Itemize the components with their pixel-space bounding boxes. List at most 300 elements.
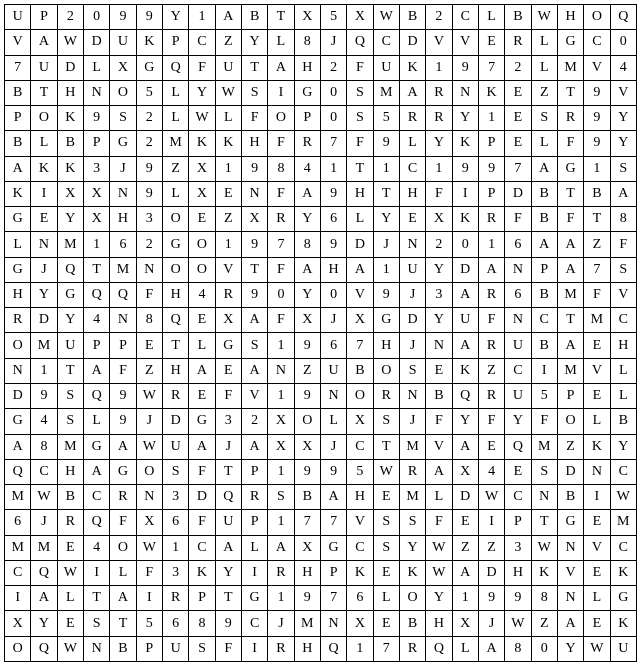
letter-cell[interactable]: Y bbox=[610, 434, 636, 459]
letter-cell[interactable]: I bbox=[83, 560, 109, 585]
letter-cell[interactable]: P bbox=[31, 5, 57, 30]
letter-cell[interactable]: M bbox=[557, 55, 583, 80]
letter-cell[interactable]: K bbox=[189, 560, 215, 585]
letter-cell[interactable]: P bbox=[478, 131, 504, 156]
letter-cell[interactable]: S bbox=[610, 156, 636, 181]
letter-cell[interactable]: V bbox=[584, 358, 610, 383]
letter-cell[interactable]: P bbox=[136, 636, 162, 661]
letter-cell[interactable]: D bbox=[347, 232, 373, 257]
letter-cell[interactable]: 9 bbox=[505, 586, 531, 611]
letter-cell[interactable]: A bbox=[557, 257, 583, 282]
letter-cell[interactable]: 8 bbox=[610, 207, 636, 232]
letter-cell[interactable]: S bbox=[373, 510, 399, 535]
letter-cell[interactable]: Y bbox=[452, 106, 478, 131]
letter-cell[interactable]: A bbox=[557, 611, 583, 636]
letter-cell[interactable]: G bbox=[373, 308, 399, 333]
letter-cell[interactable]: X bbox=[294, 308, 320, 333]
letter-cell[interactable]: 6 bbox=[110, 232, 136, 257]
letter-cell[interactable]: 2 bbox=[426, 232, 452, 257]
letter-cell[interactable]: A bbox=[531, 156, 557, 181]
letter-cell[interactable]: K bbox=[57, 156, 83, 181]
letter-cell[interactable]: A bbox=[215, 5, 241, 30]
letter-cell[interactable]: C bbox=[373, 30, 399, 55]
letter-cell[interactable]: E bbox=[399, 207, 425, 232]
letter-cell[interactable]: W bbox=[373, 459, 399, 484]
letter-cell[interactable]: X bbox=[189, 156, 215, 181]
letter-cell[interactable]: N bbox=[83, 636, 109, 661]
letter-cell[interactable]: F bbox=[189, 55, 215, 80]
letter-cell[interactable]: I bbox=[241, 560, 267, 585]
letter-cell[interactable]: 7 bbox=[373, 636, 399, 661]
letter-cell[interactable]: V bbox=[584, 535, 610, 560]
letter-cell[interactable]: B bbox=[347, 358, 373, 383]
letter-cell[interactable]: S bbox=[373, 535, 399, 560]
letter-cell[interactable]: E bbox=[584, 611, 610, 636]
letter-cell[interactable]: L bbox=[83, 409, 109, 434]
letter-cell[interactable]: V bbox=[347, 510, 373, 535]
letter-cell[interactable]: Q bbox=[83, 282, 109, 307]
letter-cell[interactable]: Y bbox=[399, 535, 425, 560]
letter-cell[interactable]: S bbox=[83, 611, 109, 636]
letter-cell[interactable]: L bbox=[320, 409, 346, 434]
letter-cell[interactable]: C bbox=[452, 5, 478, 30]
letter-cell[interactable]: Y bbox=[294, 282, 320, 307]
letter-cell[interactable]: R bbox=[57, 510, 83, 535]
letter-cell[interactable]: F bbox=[557, 207, 583, 232]
letter-cell[interactable]: V bbox=[426, 434, 452, 459]
letter-cell[interactable]: G bbox=[110, 459, 136, 484]
letter-cell[interactable]: T bbox=[215, 586, 241, 611]
letter-cell[interactable]: K bbox=[452, 207, 478, 232]
letter-cell[interactable]: 2 bbox=[241, 409, 267, 434]
letter-cell[interactable]: H bbox=[294, 636, 320, 661]
letter-cell[interactable]: N bbox=[531, 485, 557, 510]
letter-cell[interactable]: D bbox=[83, 30, 109, 55]
letter-cell[interactable]: K bbox=[5, 181, 31, 206]
letter-cell[interactable]: G bbox=[610, 586, 636, 611]
letter-cell[interactable]: M bbox=[610, 510, 636, 535]
letter-cell[interactable]: Y bbox=[162, 5, 188, 30]
letter-cell[interactable]: G bbox=[557, 30, 583, 55]
letter-cell[interactable]: 1 bbox=[268, 333, 294, 358]
letter-cell[interactable]: F bbox=[268, 181, 294, 206]
letter-cell[interactable]: O bbox=[189, 257, 215, 282]
letter-cell[interactable]: Y bbox=[426, 586, 452, 611]
letter-cell[interactable]: F bbox=[610, 232, 636, 257]
letter-cell[interactable]: R bbox=[5, 308, 31, 333]
letter-cell[interactable]: 2 bbox=[426, 5, 452, 30]
letter-cell[interactable]: 6 bbox=[5, 510, 31, 535]
letter-cell[interactable]: 8 bbox=[268, 156, 294, 181]
letter-cell[interactable]: P bbox=[241, 510, 267, 535]
letter-cell[interactable]: U bbox=[5, 5, 31, 30]
letter-cell[interactable]: L bbox=[162, 181, 188, 206]
letter-cell[interactable]: B bbox=[531, 333, 557, 358]
letter-cell[interactable]: 9 bbox=[110, 383, 136, 408]
letter-cell[interactable]: I bbox=[452, 181, 478, 206]
letter-cell[interactable]: 6 bbox=[505, 282, 531, 307]
letter-cell[interactable]: 9 bbox=[320, 232, 346, 257]
letter-cell[interactable]: 1 bbox=[189, 5, 215, 30]
letter-cell[interactable]: U bbox=[505, 383, 531, 408]
letter-cell[interactable]: Q bbox=[505, 434, 531, 459]
letter-cell[interactable]: P bbox=[83, 131, 109, 156]
letter-cell[interactable]: C bbox=[610, 459, 636, 484]
letter-cell[interactable]: M bbox=[294, 611, 320, 636]
letter-cell[interactable]: E bbox=[373, 611, 399, 636]
letter-cell[interactable]: W bbox=[136, 434, 162, 459]
letter-cell[interactable]: F bbox=[215, 636, 241, 661]
letter-cell[interactable]: 9 bbox=[294, 459, 320, 484]
letter-cell[interactable]: I bbox=[241, 636, 267, 661]
letter-cell[interactable]: H bbox=[557, 5, 583, 30]
letter-cell[interactable]: G bbox=[5, 207, 31, 232]
letter-cell[interactable]: F bbox=[136, 282, 162, 307]
letter-cell[interactable]: W bbox=[610, 485, 636, 510]
letter-cell[interactable]: B bbox=[110, 636, 136, 661]
letter-cell[interactable]: 2 bbox=[136, 106, 162, 131]
letter-cell[interactable]: X bbox=[294, 434, 320, 459]
letter-cell[interactable]: M bbox=[162, 131, 188, 156]
letter-cell[interactable]: E bbox=[57, 611, 83, 636]
letter-cell[interactable]: V bbox=[426, 30, 452, 55]
letter-cell[interactable]: X bbox=[5, 611, 31, 636]
letter-cell[interactable]: F bbox=[241, 106, 267, 131]
letter-cell[interactable]: L bbox=[162, 106, 188, 131]
letter-cell[interactable]: Q bbox=[215, 485, 241, 510]
letter-cell[interactable]: 7 bbox=[320, 510, 346, 535]
letter-cell[interactable]: 8 bbox=[505, 636, 531, 661]
letter-cell[interactable]: T bbox=[241, 55, 267, 80]
letter-cell[interactable]: A bbox=[320, 485, 346, 510]
letter-cell[interactable]: 9 bbox=[110, 5, 136, 30]
letter-cell[interactable]: H bbox=[426, 611, 452, 636]
letter-cell[interactable]: G bbox=[110, 131, 136, 156]
letter-cell[interactable]: S bbox=[531, 106, 557, 131]
letter-cell[interactable]: D bbox=[399, 30, 425, 55]
letter-cell[interactable]: R bbox=[557, 106, 583, 131]
letter-cell[interactable]: Q bbox=[31, 560, 57, 585]
letter-cell[interactable]: N bbox=[505, 257, 531, 282]
letter-cell[interactable]: 8 bbox=[294, 30, 320, 55]
letter-cell[interactable]: Z bbox=[478, 358, 504, 383]
letter-cell[interactable]: A bbox=[241, 434, 267, 459]
letter-cell[interactable]: T bbox=[557, 308, 583, 333]
letter-cell[interactable]: A bbox=[294, 181, 320, 206]
letter-cell[interactable]: S bbox=[399, 358, 425, 383]
letter-cell[interactable]: W bbox=[31, 485, 57, 510]
letter-cell[interactable]: P bbox=[557, 383, 583, 408]
letter-cell[interactable]: E bbox=[215, 181, 241, 206]
letter-cell[interactable]: 2 bbox=[136, 131, 162, 156]
letter-cell[interactable]: P bbox=[531, 257, 557, 282]
letter-cell[interactable]: 0 bbox=[320, 106, 346, 131]
letter-cell[interactable]: E bbox=[505, 131, 531, 156]
letter-cell[interactable]: 0 bbox=[83, 5, 109, 30]
letter-cell[interactable]: D bbox=[57, 55, 83, 80]
letter-cell[interactable]: R bbox=[399, 459, 425, 484]
letter-cell[interactable]: 6 bbox=[320, 333, 346, 358]
letter-cell[interactable]: A bbox=[110, 586, 136, 611]
letter-cell[interactable]: 7 bbox=[478, 55, 504, 80]
letter-cell[interactable]: U bbox=[320, 358, 346, 383]
letter-cell[interactable]: J bbox=[110, 156, 136, 181]
letter-cell[interactable]: T bbox=[162, 333, 188, 358]
letter-cell[interactable]: 1 bbox=[268, 459, 294, 484]
letter-cell[interactable]: G bbox=[189, 409, 215, 434]
letter-cell[interactable]: L bbox=[584, 409, 610, 434]
letter-cell[interactable]: S bbox=[57, 383, 83, 408]
letter-cell[interactable]: N bbox=[31, 232, 57, 257]
letter-cell[interactable]: 9 bbox=[478, 586, 504, 611]
letter-cell[interactable]: 9 bbox=[452, 55, 478, 80]
letter-cell[interactable]: O bbox=[584, 5, 610, 30]
letter-cell[interactable]: Y bbox=[610, 106, 636, 131]
letter-cell[interactable]: H bbox=[347, 181, 373, 206]
letter-cell[interactable]: R bbox=[162, 383, 188, 408]
letter-cell[interactable]: A bbox=[452, 434, 478, 459]
letter-cell[interactable]: 1 bbox=[215, 156, 241, 181]
letter-cell[interactable]: V bbox=[557, 560, 583, 585]
letter-cell[interactable]: O bbox=[31, 106, 57, 131]
letter-cell[interactable]: T bbox=[83, 586, 109, 611]
letter-cell[interactable]: A bbox=[241, 358, 267, 383]
letter-cell[interactable]: X bbox=[347, 611, 373, 636]
letter-cell[interactable]: F bbox=[531, 409, 557, 434]
letter-cell[interactable]: P bbox=[294, 106, 320, 131]
letter-cell[interactable]: R bbox=[373, 383, 399, 408]
letter-cell[interactable]: C bbox=[505, 485, 531, 510]
letter-cell[interactable]: A bbox=[557, 232, 583, 257]
letter-cell[interactable]: O bbox=[162, 257, 188, 282]
letter-cell[interactable]: 9 bbox=[320, 181, 346, 206]
letter-cell[interactable]: F bbox=[215, 383, 241, 408]
letter-cell[interactable]: C bbox=[31, 459, 57, 484]
letter-cell[interactable]: C bbox=[610, 308, 636, 333]
letter-cell[interactable]: E bbox=[136, 333, 162, 358]
letter-cell[interactable]: S bbox=[347, 106, 373, 131]
letter-cell[interactable]: 8 bbox=[531, 586, 557, 611]
letter-cell[interactable]: 0 bbox=[320, 80, 346, 105]
letter-cell[interactable]: 9 bbox=[294, 383, 320, 408]
letter-cell[interactable]: S bbox=[373, 409, 399, 434]
letter-cell[interactable]: M bbox=[399, 485, 425, 510]
letter-cell[interactable]: K bbox=[136, 30, 162, 55]
letter-cell[interactable]: Z bbox=[452, 535, 478, 560]
letter-cell[interactable]: X bbox=[268, 434, 294, 459]
letter-cell[interactable]: D bbox=[452, 485, 478, 510]
letter-cell[interactable]: C bbox=[505, 358, 531, 383]
letter-cell[interactable]: L bbox=[162, 80, 188, 105]
letter-cell[interactable]: D bbox=[31, 308, 57, 333]
letter-cell[interactable]: L bbox=[215, 106, 241, 131]
letter-cell[interactable]: 0 bbox=[610, 30, 636, 55]
letter-cell[interactable]: X bbox=[110, 55, 136, 80]
letter-cell[interactable]: E bbox=[584, 560, 610, 585]
letter-cell[interactable]: F bbox=[268, 308, 294, 333]
letter-cell[interactable]: K bbox=[584, 434, 610, 459]
letter-cell[interactable]: Y bbox=[426, 257, 452, 282]
letter-cell[interactable]: C bbox=[241, 611, 267, 636]
letter-cell[interactable]: E bbox=[426, 358, 452, 383]
letter-cell[interactable]: E bbox=[452, 510, 478, 535]
letter-cell[interactable]: F bbox=[110, 358, 136, 383]
letter-cell[interactable]: F bbox=[478, 409, 504, 434]
letter-cell[interactable]: F bbox=[268, 131, 294, 156]
letter-cell[interactable]: B bbox=[610, 409, 636, 434]
letter-cell[interactable]: K bbox=[57, 106, 83, 131]
letter-cell[interactable]: E bbox=[505, 80, 531, 105]
letter-cell[interactable]: E bbox=[478, 434, 504, 459]
letter-cell[interactable]: Z bbox=[294, 358, 320, 383]
letter-cell[interactable]: M bbox=[57, 434, 83, 459]
letter-cell[interactable]: R bbox=[268, 560, 294, 585]
letter-cell[interactable]: B bbox=[399, 611, 425, 636]
letter-cell[interactable]: G bbox=[57, 282, 83, 307]
letter-cell[interactable]: G bbox=[294, 80, 320, 105]
letter-cell[interactable]: F bbox=[347, 55, 373, 80]
letter-cell[interactable]: 9 bbox=[294, 333, 320, 358]
letter-cell[interactable]: N bbox=[320, 611, 346, 636]
letter-cell[interactable]: A bbox=[83, 358, 109, 383]
letter-cell[interactable]: N bbox=[426, 333, 452, 358]
letter-cell[interactable]: V bbox=[610, 80, 636, 105]
letter-cell[interactable]: Q bbox=[57, 257, 83, 282]
letter-cell[interactable]: G bbox=[557, 510, 583, 535]
letter-cell[interactable]: N bbox=[136, 257, 162, 282]
letter-cell[interactable]: Q bbox=[162, 308, 188, 333]
letter-cell[interactable]: S bbox=[110, 106, 136, 131]
letter-cell[interactable]: Q bbox=[347, 30, 373, 55]
letter-cell[interactable]: B bbox=[505, 5, 531, 30]
letter-cell[interactable]: D bbox=[478, 560, 504, 585]
letter-cell[interactable]: S bbox=[531, 459, 557, 484]
letter-cell[interactable]: C bbox=[531, 308, 557, 333]
letter-cell[interactable]: B bbox=[57, 485, 83, 510]
letter-cell[interactable]: V bbox=[5, 30, 31, 55]
letter-cell[interactable]: G bbox=[215, 333, 241, 358]
letter-cell[interactable]: Z bbox=[162, 156, 188, 181]
letter-cell[interactable]: C bbox=[189, 535, 215, 560]
letter-cell[interactable]: L bbox=[399, 131, 425, 156]
letter-cell[interactable]: J bbox=[136, 409, 162, 434]
letter-cell[interactable]: L bbox=[584, 586, 610, 611]
letter-cell[interactable]: K bbox=[452, 358, 478, 383]
letter-cell[interactable]: E bbox=[373, 485, 399, 510]
letter-cell[interactable]: L bbox=[426, 485, 452, 510]
letter-cell[interactable]: R bbox=[241, 485, 267, 510]
letter-cell[interactable]: C bbox=[584, 30, 610, 55]
letter-cell[interactable]: Y bbox=[373, 207, 399, 232]
letter-cell[interactable]: O bbox=[347, 383, 373, 408]
letter-cell[interactable]: Q bbox=[31, 636, 57, 661]
letter-cell[interactable]: X bbox=[426, 207, 452, 232]
letter-cell[interactable]: N bbox=[83, 80, 109, 105]
letter-cell[interactable]: E bbox=[584, 510, 610, 535]
letter-cell[interactable]: 9 bbox=[584, 131, 610, 156]
letter-cell[interactable]: 9 bbox=[110, 409, 136, 434]
letter-cell[interactable]: R bbox=[426, 80, 452, 105]
letter-cell[interactable]: X bbox=[241, 207, 267, 232]
letter-cell[interactable]: R bbox=[478, 333, 504, 358]
letter-cell[interactable]: 4 bbox=[83, 308, 109, 333]
letter-cell[interactable]: H bbox=[399, 181, 425, 206]
letter-cell[interactable]: Z bbox=[478, 535, 504, 560]
letter-cell[interactable]: O bbox=[557, 409, 583, 434]
letter-cell[interactable]: E bbox=[189, 308, 215, 333]
letter-cell[interactable]: M bbox=[557, 282, 583, 307]
letter-cell[interactable]: X bbox=[57, 181, 83, 206]
letter-cell[interactable]: H bbox=[294, 560, 320, 585]
letter-cell[interactable]: 8 bbox=[31, 434, 57, 459]
letter-cell[interactable]: 0 bbox=[268, 282, 294, 307]
letter-cell[interactable]: N bbox=[452, 80, 478, 105]
letter-cell[interactable]: F bbox=[478, 308, 504, 333]
letter-cell[interactable]: A bbox=[452, 282, 478, 307]
letter-cell[interactable]: T bbox=[57, 358, 83, 383]
letter-cell[interactable]: U bbox=[162, 434, 188, 459]
letter-cell[interactable]: 1 bbox=[31, 358, 57, 383]
letter-cell[interactable]: L bbox=[189, 333, 215, 358]
letter-cell[interactable]: Z bbox=[215, 30, 241, 55]
letter-cell[interactable]: H bbox=[57, 459, 83, 484]
letter-cell[interactable]: Y bbox=[215, 560, 241, 585]
letter-cell[interactable]: 1 bbox=[426, 55, 452, 80]
letter-cell[interactable]: M bbox=[31, 333, 57, 358]
letter-cell[interactable]: E bbox=[505, 459, 531, 484]
letter-cell[interactable]: 7 bbox=[320, 586, 346, 611]
letter-cell[interactable]: U bbox=[610, 636, 636, 661]
letter-cell[interactable]: D bbox=[557, 459, 583, 484]
letter-cell[interactable]: O bbox=[294, 409, 320, 434]
letter-cell[interactable]: H bbox=[110, 207, 136, 232]
letter-cell[interactable]: B bbox=[399, 5, 425, 30]
letter-cell[interactable]: K bbox=[610, 560, 636, 585]
letter-cell[interactable]: F bbox=[426, 181, 452, 206]
letter-cell[interactable]: J bbox=[320, 434, 346, 459]
letter-cell[interactable]: E bbox=[189, 383, 215, 408]
letter-cell[interactable]: A bbox=[268, 55, 294, 80]
letter-cell[interactable]: 1 bbox=[268, 586, 294, 611]
letter-cell[interactable]: T bbox=[31, 80, 57, 105]
letter-cell[interactable]: N bbox=[5, 358, 31, 383]
letter-cell[interactable]: N bbox=[399, 232, 425, 257]
letter-cell[interactable]: 5 bbox=[136, 611, 162, 636]
letter-cell[interactable]: P bbox=[505, 510, 531, 535]
letter-cell[interactable]: 7 bbox=[505, 156, 531, 181]
letter-cell[interactable]: 9 bbox=[136, 156, 162, 181]
letter-cell[interactable]: G bbox=[83, 434, 109, 459]
letter-cell[interactable]: W bbox=[478, 485, 504, 510]
letter-cell[interactable]: U bbox=[399, 257, 425, 282]
letter-cell[interactable]: K bbox=[399, 560, 425, 585]
letter-cell[interactable]: C bbox=[347, 434, 373, 459]
letter-cell[interactable]: L bbox=[373, 586, 399, 611]
letter-cell[interactable]: M bbox=[57, 232, 83, 257]
letter-cell[interactable]: 9 bbox=[83, 106, 109, 131]
letter-cell[interactable]: K bbox=[399, 55, 425, 80]
letter-cell[interactable]: W bbox=[531, 535, 557, 560]
letter-cell[interactable]: P bbox=[320, 560, 346, 585]
letter-cell[interactable]: M bbox=[5, 535, 31, 560]
letter-cell[interactable]: S bbox=[57, 409, 83, 434]
letter-cell[interactable]: 6 bbox=[347, 586, 373, 611]
letter-cell[interactable]: W bbox=[426, 560, 452, 585]
letter-cell[interactable]: Y bbox=[610, 131, 636, 156]
letter-cell[interactable]: B bbox=[426, 383, 452, 408]
letter-cell[interactable]: X bbox=[294, 5, 320, 30]
letter-cell[interactable]: 2 bbox=[505, 55, 531, 80]
